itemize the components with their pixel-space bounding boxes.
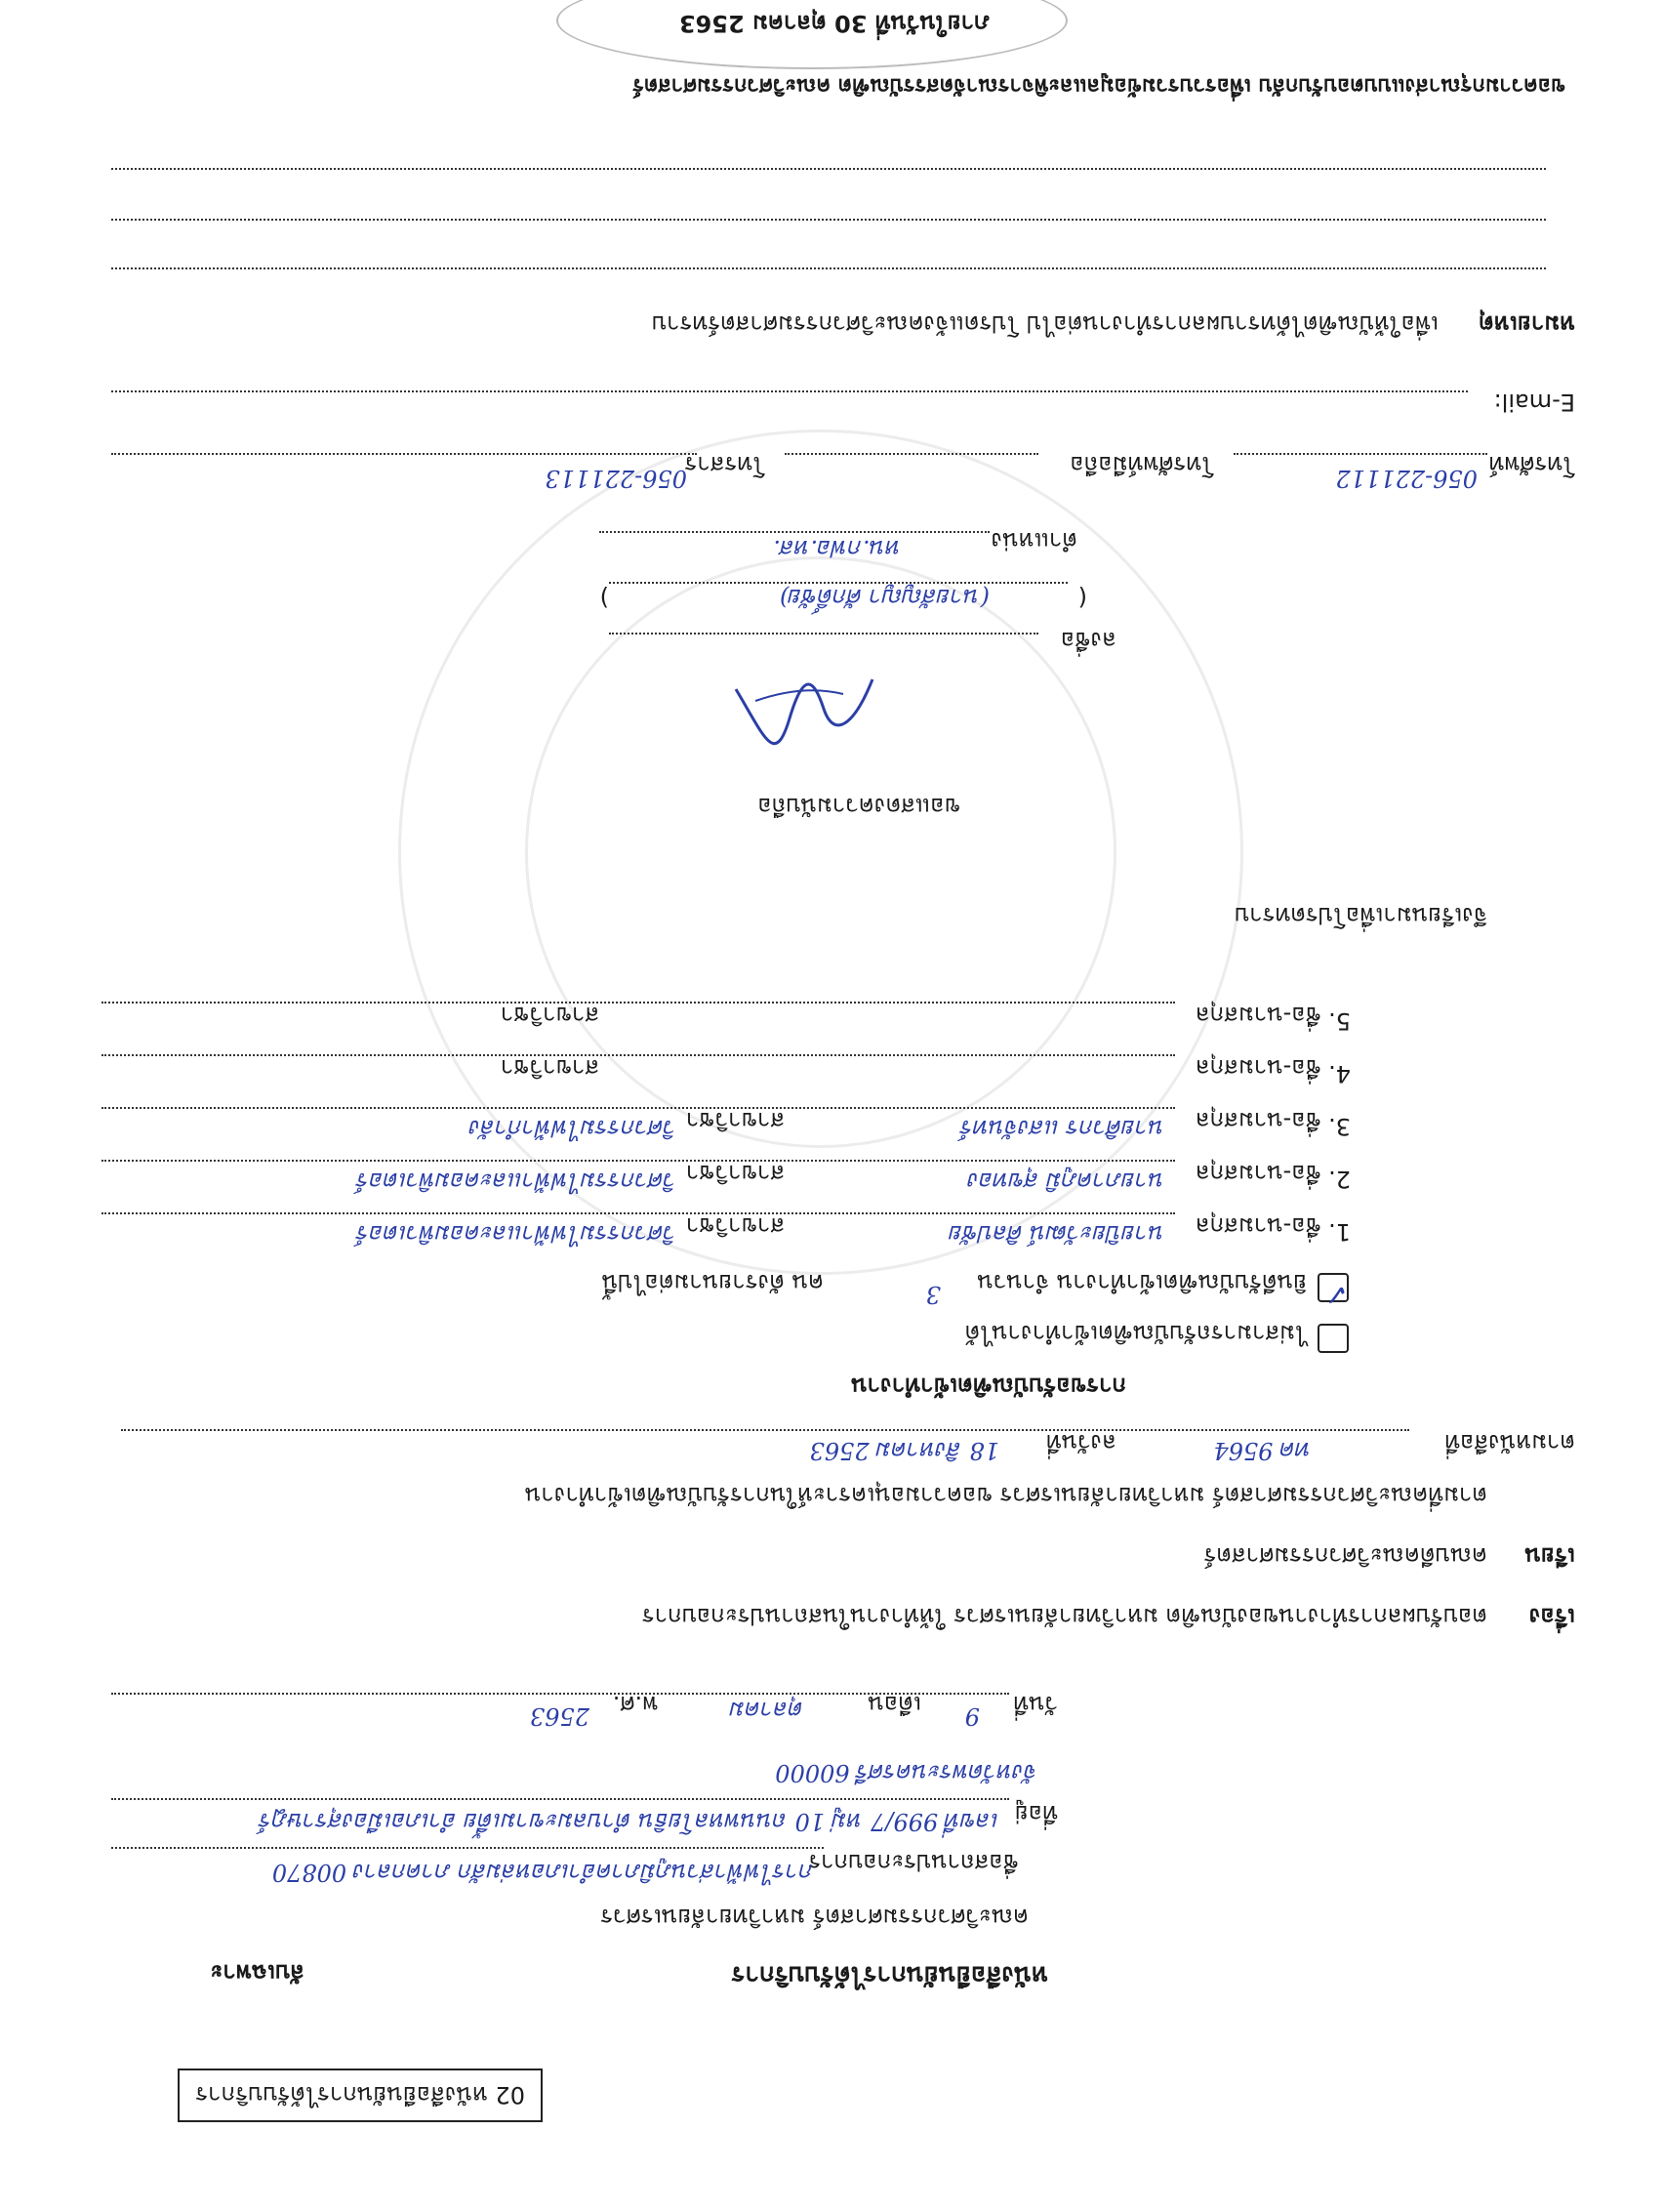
email-label: E-mail: <box>1493 389 1575 416</box>
person-line <box>101 1212 1175 1214</box>
person-major-label: สาขาวิชา <box>685 1212 785 1240</box>
person-number: 4. <box>1328 1060 1351 1087</box>
fax-line <box>111 453 697 455</box>
person-number: 2. <box>1328 1166 1351 1193</box>
consider-heading: การขอรับบัณฑิตเข้าทำงาน <box>851 1372 1126 1400</box>
body-paragraph: ตามที่คณะวิศวกรรมศาสตร์ มหาวิทยาลัยนเรศวร ขอความอนุเคราะห์ในการรับบัณฑิตเข้าทำงาน <box>524 1482 1487 1509</box>
address-label: ที่อยู่ <box>1014 1800 1058 1827</box>
company-name-line <box>111 1847 824 1849</box>
person-name-label: ชื่อ-นามสกุล <box>1196 1002 1321 1029</box>
company-name-label: ชื่อสถานประกอบการ <box>808 1849 1019 1876</box>
month-label: เดือน <box>868 1691 921 1718</box>
position-label: ตำแหน่ง <box>991 527 1077 554</box>
sign-line <box>609 633 1038 635</box>
form-title: หนังสือยืนยันการได้รับบริการ <box>731 1960 1048 1989</box>
ref-label: ตามหนังสือที่ <box>1444 1429 1575 1456</box>
person-major-label: สาขาวิชา <box>500 1054 599 1082</box>
ref-line <box>121 1429 1409 1431</box>
person-number: 3. <box>1328 1113 1351 1140</box>
person-name-label: ชื่อ-นามสกุล <box>1196 1107 1321 1134</box>
person-major-value: วิศวกรรมไฟฟ้าและคอมพิวเตอร์ <box>357 1220 677 1248</box>
closing-please: จึงเรียนมาเพื่อโปรดทราบ <box>1234 902 1487 929</box>
person-line <box>101 1160 1175 1162</box>
note-line-1 <box>111 267 1546 269</box>
signer-name: (นายสัญญา ศักดิ์ชัย) <box>779 584 990 611</box>
note-label: หมายเหตุ <box>1479 310 1575 338</box>
accept-checkmark-icon: ✓ <box>1323 1277 1349 1311</box>
accept-count: 3 <box>925 1281 941 1308</box>
person-major-label: สาขาวิชา <box>500 1002 599 1029</box>
note-line-3 <box>111 168 1546 170</box>
mobile-label: โทรศัพท์มือถือ <box>1070 451 1214 478</box>
tel-value: 056-221112 <box>1335 465 1478 492</box>
position-line <box>599 531 990 533</box>
email-line <box>111 390 1468 392</box>
mobile-line <box>785 453 1038 455</box>
footer-deadline: ภายในวันที่ 30 ตุลาคม 2563 <box>678 10 990 37</box>
person-line <box>101 1002 1175 1004</box>
ref-number-hand: ทค 9564 <box>1213 1437 1312 1464</box>
company-name-value: การไฟฟ้าส่วนภูมิภาคอำเภอหล่มสัก ภาคกลาง 00870 <box>271 1859 814 1886</box>
tel-label: โทรศัพท์ <box>1488 451 1575 478</box>
decline-checkbox[interactable] <box>1318 1324 1349 1353</box>
university-seal-inner-ring <box>525 556 1116 1148</box>
sign-label: ลงชื่อ <box>1060 627 1116 654</box>
person-major-label: สาขาวิชา <box>685 1160 785 1187</box>
confidential-label: ลับเฉพาะ <box>210 1959 304 1987</box>
signer-open-paren: ( <box>1077 584 1087 611</box>
position-value: หน.กฟอ.หส. <box>773 535 902 562</box>
person-line <box>101 1054 1175 1056</box>
signer-close-paren: ) <box>599 584 609 611</box>
day-value: 9 <box>964 1702 980 1730</box>
person-name-label: ชื่อ-นามสกุล <box>1196 1054 1321 1082</box>
form-subtitle: คณะวิศวกรรมศาสตร์ มหาวิทยาลัยนเรศวร <box>600 1904 1029 1931</box>
address-line1-dots <box>111 1798 1009 1800</box>
person-number: 1. <box>1328 1218 1351 1246</box>
signer-line <box>609 582 1068 584</box>
person-name-label: ชื่อ-นามสกุล <box>1196 1212 1321 1240</box>
year-value: 2563 <box>529 1702 589 1730</box>
ref-date-hand: 18 สิงหาคม 2563 <box>809 1437 999 1464</box>
tel-line <box>1234 453 1487 455</box>
fax-label: โทรสาร <box>684 451 765 478</box>
person-name-value: นายศิวกร แสงจันทร์ <box>961 1115 1165 1142</box>
day-label: วันที่ <box>1013 1691 1058 1718</box>
note-text: เพื่อให้บัณฑิตได้ทราบผลการทำงานต่อไป โปรดแจ้งคณะวิศวกรรมศาสตร์ทราบ <box>651 310 1439 338</box>
handwritten-signature <box>726 656 882 748</box>
closing-regards: ขอแสดงความนับถือ <box>757 793 960 820</box>
fax-value: 056-221113 <box>545 465 687 492</box>
date-line <box>111 1693 1009 1695</box>
person-name-value: นายปิยะวัฒน์ ศิลปชัย <box>950 1220 1165 1248</box>
person-name-label: ชื่อ-นามสกุล <box>1196 1160 1321 1187</box>
ref-date-label: ลงวันที่ <box>1045 1429 1116 1456</box>
accept-suffix: คน ดังรายนามต่อไปนี้ <box>601 1269 824 1296</box>
year-label: พ.ศ. <box>612 1691 658 1718</box>
form-code-box: 02 หนังสือยืนยันการได้รับบริการ <box>178 2069 543 2122</box>
decline-option: ไม่สามารถรับบัณฑิตเข้าทำงานได้ <box>964 1320 1307 1347</box>
subject-label: เรื่อง <box>1528 1603 1575 1630</box>
person-number: 5. <box>1328 1007 1351 1035</box>
note-line-2 <box>111 219 1546 221</box>
person-name-value: นายภาคภูมิ สุขทอง <box>968 1167 1165 1195</box>
address-line1: เลขที่ 999/7 หมู่ 10 ถนนพหลโยธิน ตำบลมะขามเตี้ย อำเภอเมืองสุราษฎร์ <box>260 1808 999 1835</box>
person-line <box>101 1107 1175 1109</box>
person-major-value: วิศวกรรมไฟฟ้าและคอมพิวเตอร์ <box>357 1167 677 1195</box>
subject-text: ตอบรับผลการทำงานของบัณฑิต มหาวิทยาลัยนเรศวร ให้ทำงานในสถานประกอบการ <box>641 1603 1487 1630</box>
footer-line-1: ขอความกรุณาส่งแบบตอบรับกลับ เพื่อรวบรวมข้อมูลและพิจารณาจัดสรรบัณฑิต คณะวิศวกรรมศาสตร์ <box>632 73 1565 98</box>
person-major-value: วิศวกรรมไฟฟ้ากำลัง <box>469 1115 677 1142</box>
to-label: เรียน <box>1524 1542 1575 1570</box>
address-line2: จังหวัดพระนครศรี 60000 <box>775 1759 1038 1786</box>
month-value: ตุลาคม <box>730 1697 804 1724</box>
person-major-label: สาขาวิชา <box>685 1107 785 1134</box>
accept-option: ยินดีรับบัณฑิตเข้าทำงาน จำนวน <box>977 1269 1307 1296</box>
to-text: คณบดีคณะวิศวกรรมศาสตร์ <box>1203 1542 1487 1570</box>
